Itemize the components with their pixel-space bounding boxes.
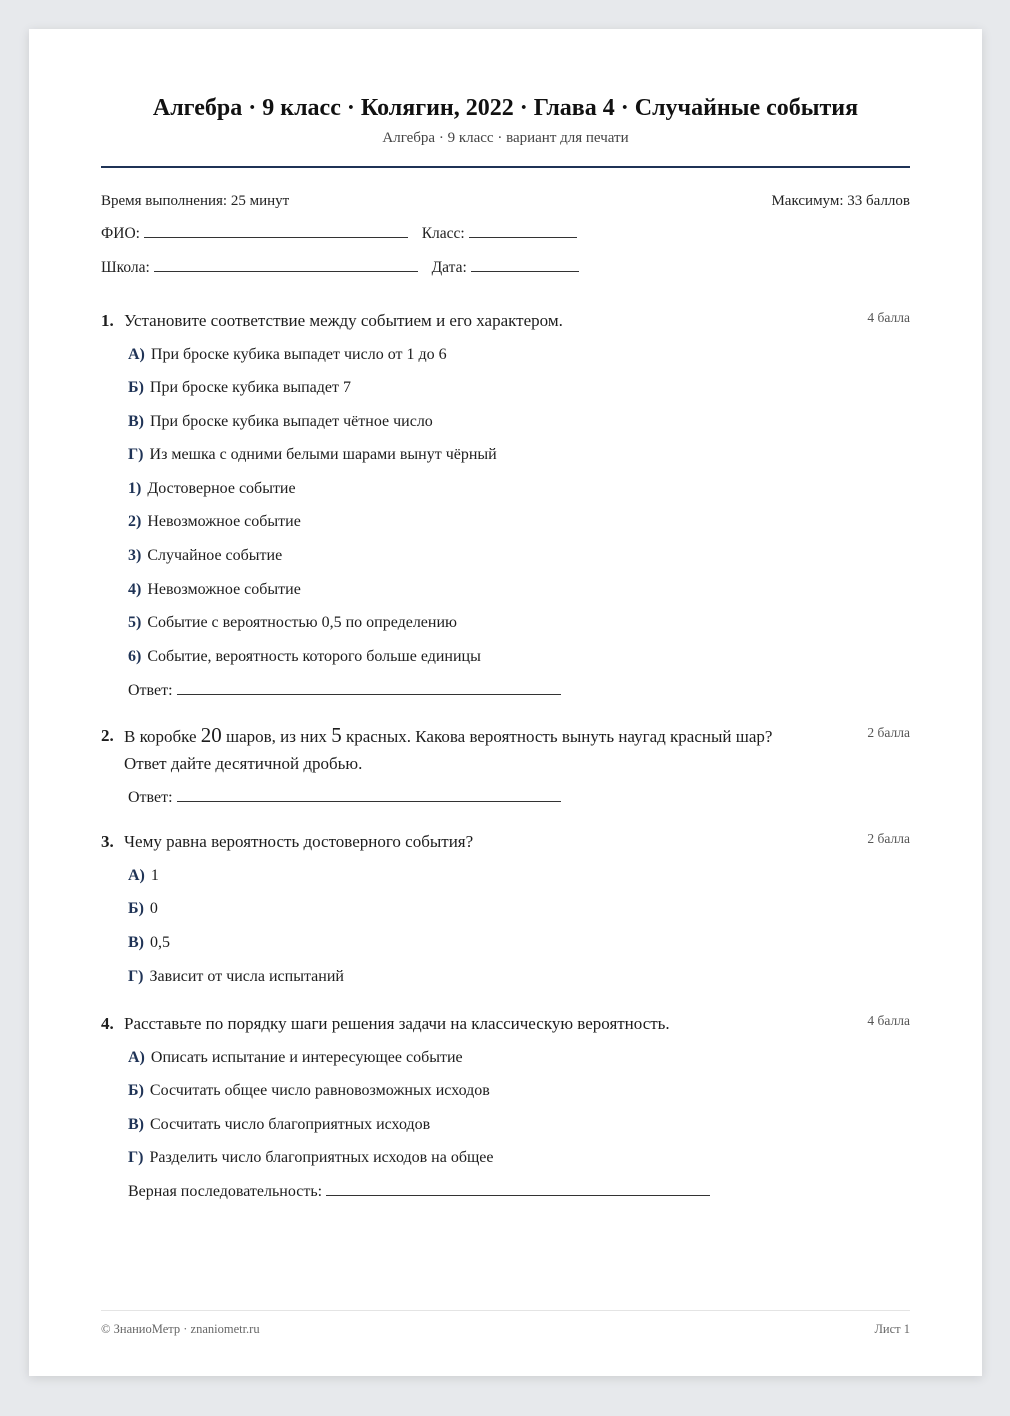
date-field[interactable] bbox=[471, 259, 579, 272]
class-label: Класс: bbox=[421, 225, 465, 242]
option-a bbox=[128, 867, 159, 885]
option-text: Событие, вероятность которого больше единицы bbox=[147, 648, 481, 665]
question-number: 2. bbox=[101, 726, 114, 745]
fio-class-row bbox=[101, 225, 577, 243]
option-4 bbox=[128, 581, 301, 599]
fio-field[interactable] bbox=[144, 225, 408, 238]
option-text: При броске кубика выпадет чётное число bbox=[150, 413, 433, 430]
option-label: Б) bbox=[128, 1082, 144, 1099]
option-text: При броске кубика выпадет 7 bbox=[149, 379, 352, 396]
question-number: 4. bbox=[101, 1014, 114, 1033]
footer-divider bbox=[101, 1310, 910, 1311]
option-v bbox=[128, 934, 170, 952]
option-label: 3) bbox=[128, 547, 142, 564]
school-label: Школа: bbox=[101, 259, 150, 276]
option-a bbox=[128, 1049, 463, 1067]
option-text: Достоверное событие bbox=[147, 480, 296, 497]
option-5 bbox=[128, 614, 457, 632]
option-b bbox=[128, 900, 158, 918]
question-points: 4 балла bbox=[867, 1013, 910, 1028]
question-number: 1. bbox=[101, 311, 114, 330]
meta-row bbox=[101, 193, 910, 210]
option-label: 1) bbox=[128, 480, 142, 497]
answer-field[interactable] bbox=[177, 682, 561, 695]
option-2 bbox=[128, 513, 301, 531]
answer-label: Ответ: bbox=[128, 682, 173, 699]
question-text-part: В коробке bbox=[124, 727, 201, 746]
option-label: 4) bbox=[128, 581, 142, 598]
answer-row bbox=[128, 682, 561, 700]
school-date-row bbox=[101, 259, 579, 277]
sequence-field[interactable] bbox=[326, 1183, 710, 1196]
question-points: 2 балла bbox=[867, 831, 910, 846]
worksheet-page bbox=[29, 29, 982, 1376]
option-text: Описать испытание и интересующее событие bbox=[150, 1049, 463, 1066]
number-total: 20 bbox=[200, 723, 222, 747]
question-4 bbox=[101, 1010, 910, 1200]
option-text: Зависит от числа испытаний bbox=[149, 968, 344, 985]
option-text: Разделить число благоприятных исходов на общее bbox=[149, 1149, 494, 1166]
question-points: 2 балла bbox=[867, 725, 910, 740]
option-text: Невозможное событие bbox=[147, 513, 301, 530]
answer-label: Ответ: bbox=[128, 789, 173, 806]
option-a bbox=[128, 346, 447, 364]
max-score: Максимум: 33 баллов bbox=[771, 193, 910, 209]
option-g bbox=[128, 1149, 494, 1167]
answer-label: Верная последовательность: bbox=[128, 1183, 323, 1200]
question-2 bbox=[101, 722, 910, 806]
school-field[interactable] bbox=[154, 259, 418, 272]
option-g bbox=[128, 446, 497, 464]
option-label: А) bbox=[128, 867, 145, 884]
option-text: 0,5 bbox=[150, 934, 170, 951]
option-label: Б) bbox=[128, 900, 144, 917]
option-text: Случайное событие bbox=[147, 547, 283, 564]
date-label: Дата: bbox=[431, 259, 467, 276]
option-v bbox=[128, 413, 433, 431]
question-text-part: шаров, из них bbox=[221, 727, 332, 746]
option-text: 0 bbox=[149, 900, 158, 917]
option-label: 6) bbox=[128, 648, 142, 665]
option-6 bbox=[128, 648, 481, 666]
option-label: А) bbox=[128, 1049, 145, 1066]
question-header bbox=[101, 722, 910, 777]
question-number: 3. bbox=[101, 832, 114, 851]
option-label: Г) bbox=[128, 968, 144, 985]
option-b bbox=[128, 379, 351, 397]
option-1 bbox=[128, 480, 296, 498]
answer-field[interactable] bbox=[177, 789, 561, 802]
question-header bbox=[101, 1010, 910, 1037]
question-text: Установите соответствие между событием и его характером. bbox=[124, 311, 563, 330]
option-text: Невозможное событие bbox=[147, 581, 301, 598]
question-header bbox=[101, 828, 910, 855]
option-label: Г) bbox=[128, 446, 144, 463]
question-header bbox=[101, 307, 910, 334]
time-limit: Время выполнения: 25 минут bbox=[101, 193, 290, 209]
option-label: В) bbox=[128, 413, 144, 430]
option-label: В) bbox=[128, 934, 144, 951]
option-text: 1 bbox=[150, 867, 159, 884]
question-text: Чему равна вероятность достоверного события? bbox=[124, 832, 474, 851]
question-text: Расставьте по порядку шаги решения задачи на классическую вероятность. bbox=[124, 1014, 670, 1033]
option-b bbox=[128, 1082, 490, 1100]
option-label: Б) bbox=[128, 379, 144, 396]
option-text: Сосчитать общее число равновозможных исходов bbox=[149, 1082, 490, 1099]
page-title: Алгебра · 9 класс · Колягин, 2022 · Глава 4 · Случайные события bbox=[152, 95, 859, 121]
header-divider bbox=[101, 166, 910, 168]
option-v bbox=[128, 1116, 430, 1134]
footer-sheet-number: Лист 1 bbox=[874, 1322, 910, 1336]
footer bbox=[101, 1322, 910, 1337]
question-points: 4 балла bbox=[867, 310, 910, 325]
option-text: При броске кубика выпадет число от 1 до 6 bbox=[150, 346, 447, 363]
question-text-part: красных. Какова вероятность вынуть наугад красный шар? bbox=[341, 727, 773, 746]
option-text: Событие с вероятностью 0,5 по определению bbox=[147, 614, 457, 631]
question-text-line2: Ответ дайте десятичной дробью. bbox=[124, 754, 363, 773]
answer-row bbox=[128, 789, 561, 807]
page-subtitle: Алгебра · 9 класс · вариант для печати bbox=[382, 130, 629, 146]
option-text: Сосчитать число благоприятных исходов bbox=[150, 1116, 431, 1133]
question-1 bbox=[101, 307, 910, 699]
option-label: А) bbox=[128, 346, 145, 363]
number-red: 5 bbox=[331, 723, 342, 747]
class-field[interactable] bbox=[469, 225, 577, 238]
option-g bbox=[128, 968, 344, 986]
option-label: 2) bbox=[128, 513, 142, 530]
fio-label: ФИО: bbox=[101, 225, 140, 242]
option-label: 5) bbox=[128, 614, 142, 631]
option-3 bbox=[128, 547, 282, 565]
option-label: Г) bbox=[128, 1149, 144, 1166]
footer-copyright: © ЗнаниоМетр · znaniometr.ru bbox=[101, 1322, 260, 1336]
option-text: Из мешка с одними белыми шарами вынут чёрный bbox=[149, 446, 497, 463]
question-3 bbox=[101, 828, 910, 985]
option-label: В) bbox=[128, 1116, 144, 1133]
answer-row bbox=[128, 1183, 710, 1201]
